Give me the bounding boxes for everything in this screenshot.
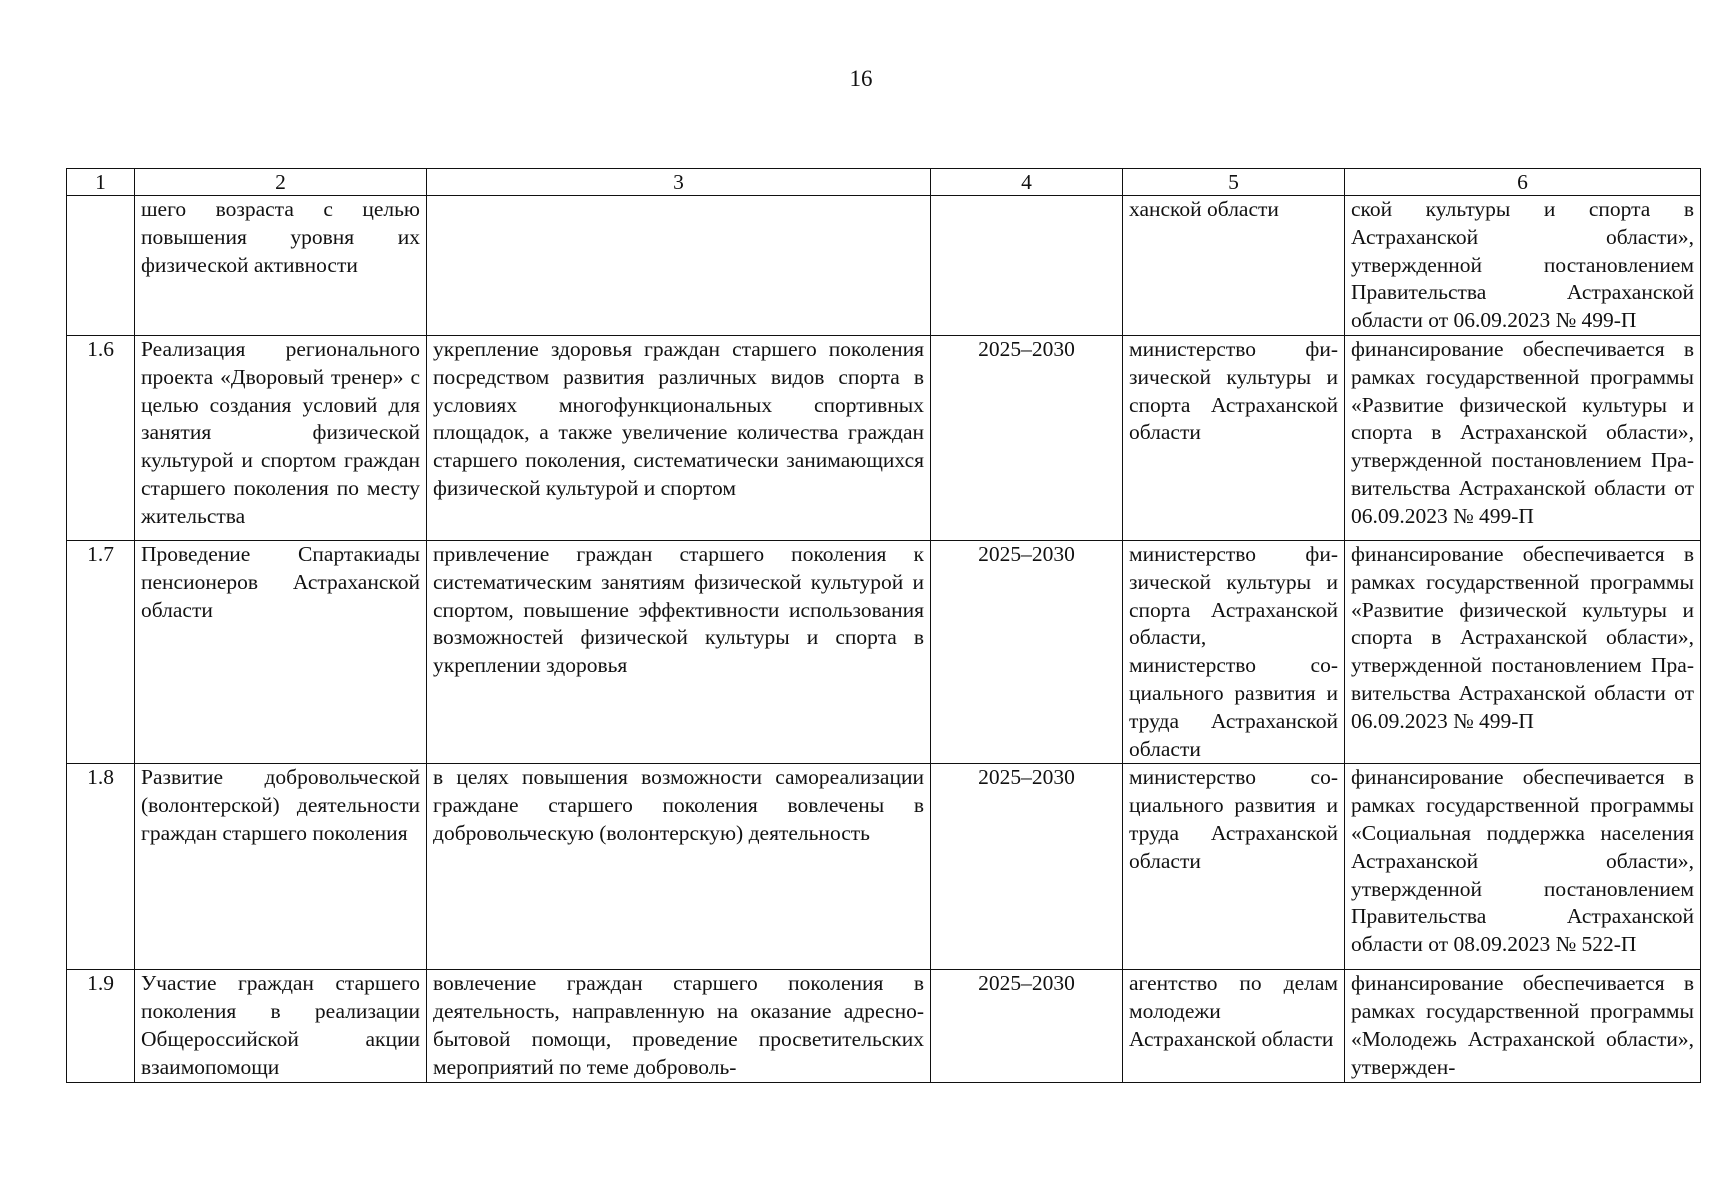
column-number-header: 5	[1123, 169, 1345, 196]
measure-name-cell: Участие граждан старшего поколения в реализации Общероссийской акции взаимопомощи	[135, 970, 427, 1082]
period-cell: 2025–2030	[931, 764, 1123, 970]
table-header-row	[67, 169, 1701, 196]
expected-result-cell: укрепление здоровья граждан старшего поколения посредством развития различных видов спорта в условиях многофункциональных спортивных площадок, а также увеличение количества граждан старшего поколения, систематически занимающихся физической культурой и спортом	[427, 335, 931, 540]
expected-result-cell: вовлечение граждан старшего поколения в деятельность, направленную на оказание адресно-бытовой помощи, проведение просветительских мероприятий по теме доброволь-	[427, 970, 931, 1082]
financing-cell: финансирование обеспечивается в рамках государственной программы «Молодежь Астраханской области», утвержден-	[1345, 970, 1701, 1082]
table-row	[67, 335, 1701, 540]
column-number-header: 4	[931, 169, 1123, 196]
executor-cell: министерство физической культуры и спорта Астраханской области, министерство социального развития и труда Астраханской области	[1123, 540, 1345, 763]
measures-table	[66, 168, 1701, 1083]
column-number-header: 3	[427, 169, 931, 196]
period-cell	[931, 196, 1123, 336]
expected-result-cell: в целях повышения возможности самореализации граждане старшего поколения вовлечены в добровольческую (волонтерскую) деятельность	[427, 764, 931, 970]
column-number-header: 2	[135, 169, 427, 196]
period-cell: 2025–2030	[931, 540, 1123, 763]
row-number-cell: 1.6	[67, 335, 135, 540]
table-row	[67, 970, 1701, 1082]
executor-cell: министерство социального развития и труда Астраханской области	[1123, 764, 1345, 970]
period-cell: 2025–2030	[931, 335, 1123, 540]
table-row	[67, 764, 1701, 970]
financing-cell: финансирование обеспечивается в рамках государственной программы «Развитие физической культуры и спорта в Астраханской области», утвержденной постановлением Правительства Астраханской области от 06.09.2023 № 499-П	[1345, 335, 1701, 540]
table-body	[67, 169, 1701, 1083]
column-number-header: 6	[1345, 169, 1701, 196]
expected-result-cell	[427, 196, 931, 336]
executor-cell: агентство по делам молодежи Астраханской области	[1123, 970, 1345, 1082]
measure-name-cell: Развитие добровольческой (волонтерской) деятельности граждан старшего поколения	[135, 764, 427, 970]
page-number: 16	[849, 66, 873, 91]
column-number-header: 1	[67, 169, 135, 196]
executor-cell: министерство физической культуры и спорта Астраханской области	[1123, 335, 1345, 540]
measure-name-cell: Реализация регионального проекта «Дворовый тренер» с целью создания условий для занятия физической культурой и спортом граждан старшего поколения по месту жительства	[135, 335, 427, 540]
executor-cell: ханской области	[1123, 196, 1345, 336]
measure-name-cell: шего возраста с целью повышения уровня их физической активности	[135, 196, 427, 336]
expected-result-cell: привлечение граждан старшего поколения к систематическим занятиям физической культурой и спортом, повышение эффективности использования возможностей физической культуры и спорта в укреплении здоровья	[427, 540, 931, 763]
row-number-cell: 1.9	[67, 970, 135, 1082]
financing-cell: финансирование обеспечивается в рамках государственной программы «Социальная поддержка населения Астраханской области», утвержденной постановлением Правительства Астраханской области от 08.09.2023 № 522-П	[1345, 764, 1701, 970]
row-number-cell: 1.8	[67, 764, 135, 970]
financing-cell: финансирование обеспечивается в рамках государственной программы «Развитие физической культуры и спорта в Астраханской области», утвержденной постановлением Правительства Астраханской области от 06.09.2023 № 499-П	[1345, 540, 1701, 763]
table-row	[67, 196, 1701, 336]
row-number-cell	[67, 196, 135, 336]
row-number-cell: 1.7	[67, 540, 135, 763]
financing-cell: ской культуры и спорта в Астраханской области», утвержденной постановлением Правительства Астраханской области от 06.09.2023 № 499-П	[1345, 196, 1701, 336]
period-cell: 2025–2030	[931, 970, 1123, 1082]
measure-name-cell: Проведение Спартакиады пенсионеров Астраханской области	[135, 540, 427, 763]
table-row	[67, 540, 1701, 763]
